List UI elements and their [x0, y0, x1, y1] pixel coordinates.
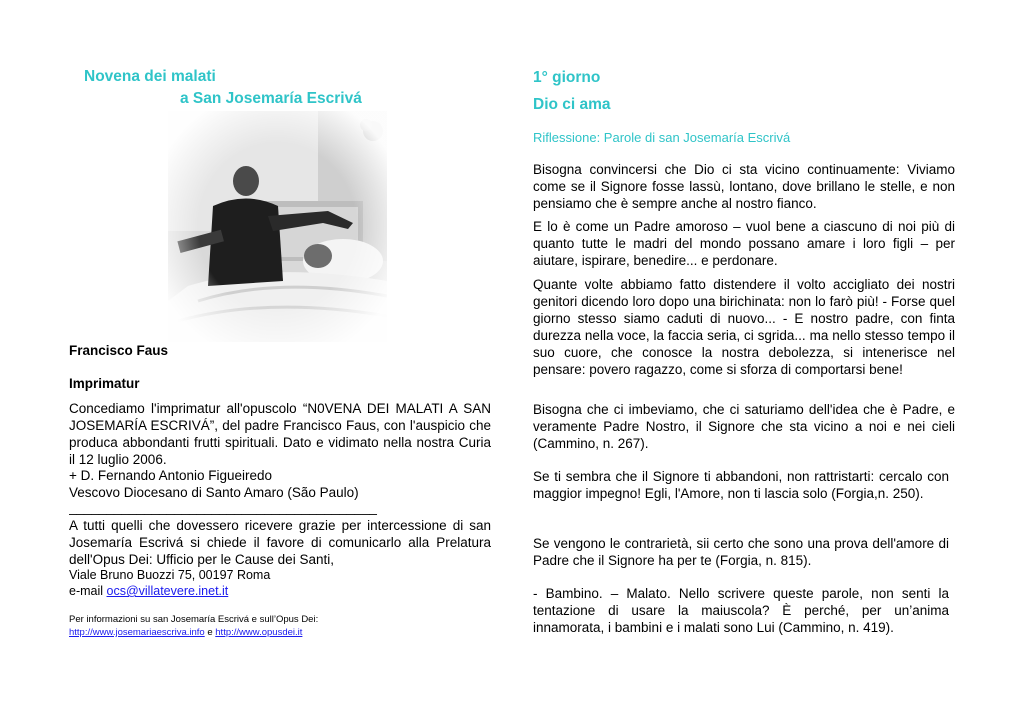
reflection-paragraph-7: - Bambino. – Malato. Nello scrivere queste parole, non senti la tentazione di usare la maiuscola? È perché, per un’anima innamorata, i bambini e i malati sono Lui (Cammino, n. 419). [533, 586, 949, 635]
signature-line2: Vescovo Diocesano di Santo Amaro (São Paulo) [69, 485, 359, 500]
info-text: Per informazioni su san Josemaría Escrivá e sull’Opus Dei: [69, 614, 319, 625]
reflection-paragraph-2: E lo è come un Padre amoroso – vuol bene a ciascuno di noi più di quanto tutte le madri del mondo possano amare i loro figli – per aiutare, ispirare, benedire... e perdonare. [533, 219, 955, 268]
reflection-paragraph-1: Bisogna convincersi che Dio ci sta vicino continuamente: Viviamo come se il Signore fosse lassù, lontano, dove brillano le stelle, e non pensiamo che è sempre anche al nostro fianco. [533, 162, 955, 211]
reflection-paragraph-3: Quante volte abbiamo fatto distendere il volto accigliato dei nostri genitori dicendo loro dopo una birichinata: non lo farò più! - Forse quel giorno stesso siamo caduti di nuovo... - E nostro padre, con finta durezza nella voce, la faccia seria, ci sgrida... ma nello stesso tempo il suo cuore, che conosce la nostra debolezza, si intenerisce nel pensare: povero ragazzo, come si sforza di comportarsi bene! [533, 277, 955, 377]
link-joiner: e [204, 627, 216, 638]
opusdei-link[interactable]: http://www.opusdei.it [215, 627, 303, 638]
imprimatur-heading: Imprimatur [69, 376, 140, 391]
email-label: e-mail [69, 584, 107, 598]
reflection-paragraph-5: Se ti sembra che il Signore ti abbandoni, non rattristarti: cercalo con maggior impegno! Egli, l'Amore, non ti lascia solo (Forgia,n. 250). [533, 469, 949, 501]
cover-photo [168, 111, 387, 342]
grace-request-text: A tutti quelli che dovessero ricevere grazie per intercessione di san Josemaría Escrivá si chiede il favore di comunicarlo alla Prelatura dell'Opus Dei: Ufficio per le Cause dei Santi, [69, 518, 491, 567]
info-links [69, 627, 491, 639]
separator-line: _________________________________________ [69, 500, 377, 515]
josemaria-link[interactable]: http://www.josemariaescriva.info [69, 627, 205, 638]
booklet-title-line2: a San Josemaría Escrivá [180, 90, 362, 107]
day-title: 1° giorno [533, 69, 601, 86]
imprimatur-text: Concediamo l'imprimatur all'opuscolo “N0VENA DEI MALATI A SAN JOSEMARÍA ESCRIVÁ”, del padre Francisco Faus, con l'auspicio che produca abbondanti frutti spirituali. Dato e vidimato nella nostra Curia il 12 luglio 2006. [69, 401, 491, 467]
email-link[interactable]: ocs@villatevere.inet.it [106, 584, 229, 598]
reflection-paragraph-6: Se vengono le contrarietà, sii certo che sono una prova dell'amore di Padre che il Signore ha per te (Forgia, n. 815). [533, 536, 949, 568]
email-line [69, 583, 491, 600]
booklet-title-line1: Novena dei malati [84, 68, 216, 85]
postal-address: Viale Bruno Buozzi 75, 00197 Roma [69, 568, 271, 582]
signature-line1: + D. Fernando Antonio Figueiredo [69, 468, 273, 483]
reflection-heading: Riflessione: Parole di san Josemaría Escrivá [533, 130, 791, 145]
reflection-paragraph-4: Bisogna che ci imbeviamo, che ci saturiamo dell'idea che è Padre, e veramente Padre Nostro, il Signore che sta vicino a noi e nei cieli (Cammino, n. 267). [533, 402, 955, 451]
day-subtitle: Dio ci ama [533, 96, 611, 113]
author-name: Francisco Faus [69, 343, 169, 358]
